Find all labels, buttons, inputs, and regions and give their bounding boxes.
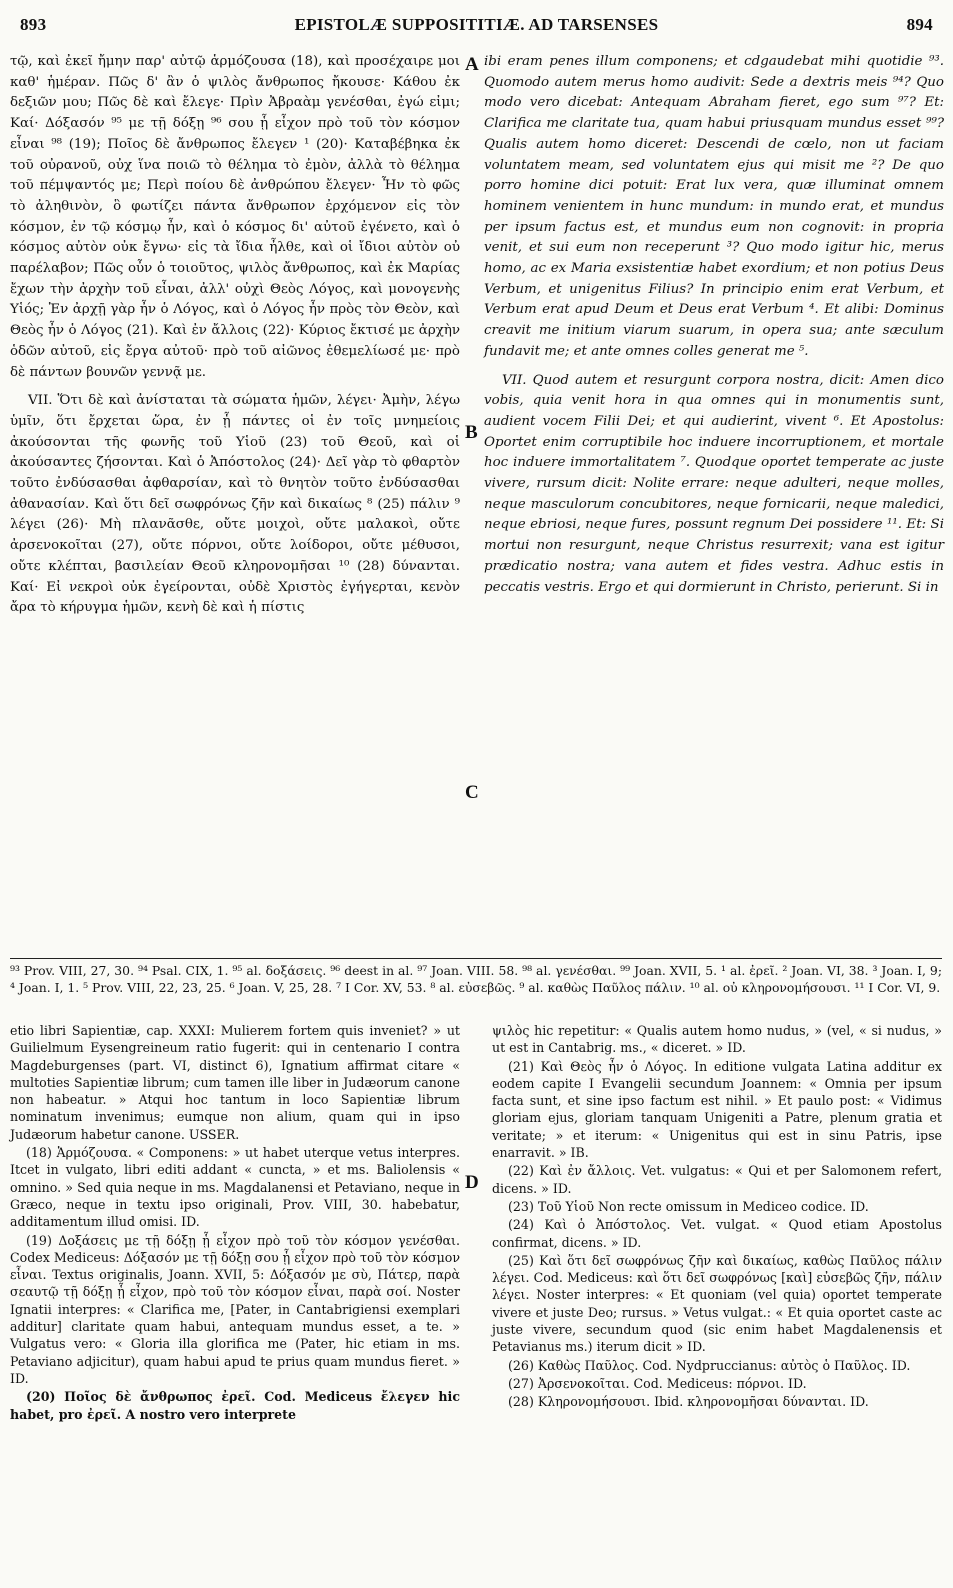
note-right-1: ψιλὸς hic repetitur: « Qualis autem homo nudus, » (vel, « si nudus, » ut est in Cantabrig. ms., « diceret. » ID. <box>492 1023 942 1056</box>
scripture-footnotes: ⁹³ Prov. VIII, 27, 30. ⁹⁴ Psal. CIX, 1. ⁹⁵ al. δοξάσεις. ⁹⁶ deest in al. ⁹⁷ Joan. VIII. 58. ⁹⁸ al. γενέσθαι. ⁹⁹ Joan. XVII, 5. ¹ al. ἐρεῖ. ² Joan. VI, 38. ³ Joan. I, 9; ⁴ Joan. I, 1. ⁵ Prov. VIII, 22, 23, 25. ⁶ Joan. V, 25, 28. ⁷ I Cor. XV, 53. ⁸ al. εὐσεβῶς. ⁹ al. καθὼς Παῦλος πάλιν. ¹⁰ al. οὐ κληρονομήσουσι. ¹¹ I Cor. VI, 9. <box>10 963 942 995</box>
running-header <box>20 12 933 38</box>
notes-right-column <box>492 1022 942 1412</box>
page-number-right: 894 <box>906 15 933 34</box>
margin-letter-d: D <box>465 1172 479 1193</box>
note-right-4: (23) Τοῦ Υἱοῦ Non recte omissum in Mediceo codice. ID. <box>508 1198 869 1214</box>
note-right-9: (28) Κληρονομήσουσι. Ibid. κληρονομῆσαι δύνανται. ID. <box>508 1394 869 1410</box>
greek-paragraph-1: τῷ, καὶ ἐκεῖ ἤμην παρ' αὐτῷ ἁρμόζουσα (18), καὶ προσέχαιρε μοι καθ' ἡμέραν. Πῶς δ' ἂν ὁ ψιλὸς ἄνθρωπος ἤκουσε· Κάθου ἐκ δεξιῶν μου; Πῶς δὲ καὶ ἔλεγε· Πρὶν Ἀβραὰμ γενέσθαι, ἐγώ εἰμι; Καί· Δόξασόν ⁹⁵ με τῇ δόξῃ ⁹⁶ σου ᾗ εἶχον πρὸ τοῦ τὸν κόσμον εἶναι ⁹⁸ (19); Ποῖος δὲ ἄνθρωπος ἔλεγεν ¹ (20)· Καταβέβηκα ἐκ τοῦ οὐρανοῦ, οὐχ ἵνα ποιῶ τὸ θέλημα τὸ ἐμὸν, ἀλλὰ τὸ θέλημα τοῦ πέμψαντός με; Περὶ ποίου δὲ ἀνθρώπου ἔλεγεν· Ἦν τὸ φῶς τὸ ἀληθινὸν, ὃ φωτίζει πάντα ἄνθρωπον ἐρχόμενον εἰς τὸν κόσμον, ἐν τῷ κόσμῳ ἦν, καὶ ὁ κόσμος δι' αὐτοῦ ἐγένετο, καὶ ὁ κόσμος αὐτὸν οὐκ ἔγνω· εἰς τὰ ἴδια ἦλθε, καὶ οἱ ἴδιοι αὐτὸν οὐ παρέλαβον; Πῶς οὖν ὁ τοιοῦτος, ψιλὸς ἄνθρωπος, καὶ ἐκ Μαρίας ἔχων τὴν ἀρχὴν τοῦ εἶναι, ἀλλ' οὐχὶ Θεὸς Λόγος, καὶ μονογενὴς Υἱός; Ἐν ἀρχῇ γὰρ ἦν ὁ Λόγος, καὶ ὁ Λόγος ἦν πρὸς τὸν Θεὸν, καὶ Θεὸς ἦν ὁ Λόγος (21). Καὶ ἐν ἄλλοις (22)· Κύριος ἔκτισέ με ἀρχὴν ὁδῶν αὐτοῦ, εἰς ἔργα αὐτοῦ· πρὸ τοῦ αἰῶνος ἐθεμελίωσέ με· πρὸ δὲ πάντων βουνῶν γεννᾷ με. <box>10 54 460 380</box>
margin-letter-c: C <box>465 782 479 803</box>
latin-paragraph-1: ibi eram penes illum componens; et cdgaudebat mihi quotidie ⁹³. Quomodo autem merus homo audivit: Sede a dextris meis ⁹⁴? Quo modo vero dicebat: Antequam Abraham fieret, ego sum ⁹⁷? Et: Clarifica me claritate tua, quam habui priusquam mundus esset ⁹⁹? Qualis autem homo diceret: Descendi de cœlo, non ut faciam voluntatem meam, sed voluntatem ejus qui misit me ²? De quo porro homine dici potuit: Erat lux vera, quæ illuminat omnem hominem venientem in hunc mundum: in mundo erat, et mundus per ipsum factus est, et mundus eum non cognovit: in propria venit, et sui eum non receperunt ³? Quo modo igitur hic, merus homo, ac ex Maria exsistentiæ habet exordium; et non potius Deus Verbum, et unigenitus Filius? In principio enim erat Verbum, et Verbum erat apud Deum et Deus erat Verbum ⁴. Et alibi: Dominus creavit me initium viarum suarum, in opera sua; ante sæculum fundavit me; et ante omnes colles generat me ⁵. <box>484 54 944 359</box>
running-title: EPISTOLÆ SUPPOSITITIÆ. AD TARSENSES <box>294 15 659 34</box>
note-right-5: (24) Καὶ ὁ Ἀπόστολος. Vet. vulgat. « Quod etiam Apostolus confirmat, dicens. » ID. <box>492 1217 942 1250</box>
note-right-6: (25) Καὶ ὅτι δεῖ σωφρόνως ζῆν καὶ δικαίως, καθὼς Παῦλος πάλιν λέγει. Cod. Mediceus: καὶ ὅτι δεῖ σωφρόνως [καὶ] εὐσεβῶς ζῆν, πάλιν λέγει. Noster interpres: « Et quoniam (vel quia) oportet temperate vivere et juste Deo; rursus. » Vetus vulgat.: « Et quia oportet caste ac juste vivere, secundum quod (sic enim habet Magdalenensis et Petavianus ms.) iterum dicit » ID. <box>492 1252 942 1355</box>
note-left-3: (19) Δοξάσεις με τῇ δόξῃ ᾗ εἶχον πρὸ τοῦ τὸν κόσμον γενέσθαι. Codex Mediceus: Δόξασόν με τῇ δόξῃ σου ᾗ εἶχον πρὸ τοῦ τὸν κόσμον εἶναι. Textus originalis, Joann. XVII, 5: Δόξασόν με σὺ, Πάτερ, παρὰ σεαυτῷ τῇ δόξῃ ᾗ εἶχον, πρὸ τοῦ τὸν κόσμον εἶναι, παρὰ σοί. Noster Ignatii interpres: « Clarifica me, [Pater, in Cantabrigiensi exemplari additur] claritate quam habui, antequam mundus esset, a te. » Vulgatus vero: « Gloria illa glorifica me (Pater, hic etiam in ms. Petaviano adjicitur), quam habui apud te prius quam mundus fieret. » ID. <box>10 1232 460 1386</box>
note-left-2: (18) Ἁρμόζουσα. « Componens: » ut habet uterque vetus interpres. Itcet in vulgato, libri editi addant « cuncta, » et ms. Baliolensis « omnino. » Sed quia neque in ms. Magdalanensi et Petaviano, neque in Græco, neque in textu ipso originali, Prov. VIII, 30. habebatur, additamentum illud omisi. ID. <box>10 1145 460 1230</box>
note-left-4: (20) Ποῖος δὲ ἄνθρωπος ἐρεῖ. Cod. Mediceus ἔλεγεν hic habet, pro ἐρεῖ. A nostro vero interprete <box>10 1389 460 1422</box>
note-right-8: (27) Ἀρσενοκοῖται. Cod. Mediceus: πόρνοι. ID. <box>508 1375 807 1391</box>
notes-left-column <box>10 1022 460 1424</box>
latin-paragraph-2: VII. Quod autem et resurgunt corpora nostra, dicit: Amen dico vobis, quia venit hora in qua omnes qui in monumentis sunt, audient vocem Filii Dei; et qui audierint, vivent ⁶. Et Apostolus: Oportet enim corruptibile hoc induere incorruptionem, et mortale hoc induere immortalitatem ⁷. Quodque oportet temperate ac juste vivere, rursum dicit: Nolite errare: neque adulteri, neque molles, neque masculorum concubitores, neque fornicarii, neque maledici, neque ebriosi, neque fures, possunt regnum Dei possidere ¹¹. Et: Si mortui non resurgunt, neque Christus resurrexit; vana est igitur prædicatio nostra; vana autem et fides vestra. Adhuc estis in peccatis vestris. Ergo et qui dormierunt in Christo, perierunt. Si in <box>484 372 944 595</box>
note-right-2: (21) Καὶ Θεὸς ἦν ὁ Λόγος. In editione vulgata Latina additur ex eodem capite I Evangelii secundum Joannem: « Omnia per ipsum facta sunt, et sine ipso factum est nihil. » Et paulo post: « Vidimus gloriam ejus, gloriam tanquam Unigeniti a Patre, plenum gratia et veritate; » et iterum: « Unigenitus qui est in sinu Patris, ipse enarravit. » IB. <box>492 1058 942 1161</box>
footnote-rule <box>10 958 942 959</box>
note-right-7: (26) Καθὼς Παῦλος. Cod. Nydpruccianus: αὐτὸς ὁ Παῦλος. ID. <box>508 1357 911 1373</box>
latin-text-column <box>484 52 944 598</box>
greek-paragraph-2: VII. Ὅτι δὲ καὶ ἀνίσταται τὰ σώματα ἡμῶν, λέγει· Ἀμὴν, λέγω ὑμῖν, ὅτι ἔρχεται ὥρα, ἐν ᾗ πάντες οἱ ἐν τοῖς μνημείοις ἀκούσονται τῆς φωνῆς τοῦ Υἱοῦ (23) τοῦ Θεοῦ, καὶ οἱ ἀκούσαντες ζήσονται. Καὶ ὁ Ἀπόστολος (24)· Δεῖ γὰρ τὸ φθαρτὸν τοῦτο ἐνδύσασθαι ἀφθαρσίαν, καὶ τὸ θνητὸν τοῦτο ἐνδύσασθαι ἀθανασίαν. Καὶ ὅτι δεῖ σωφρόνως ζῆν καὶ δικαίως ⁸ (25) πάλιν ⁹ λέγει (26)· Μὴ πλανᾶσθε, οὔτε μοιχοὶ, οὔτε μαλακοὶ, οὔτε ἀρσενοκοῖται (27), οὔτε πόρνοι, οὔτε λοίδοροι, οὔτε μέθυσοι, οὔτε κλέπται, βασιλείαν Θεοῦ κληρονομῆσαι ¹⁰ (28) δύνανται. Καί· Εἰ νεκροὶ οὐκ ἐγείρονται, οὐδὲ Χριστὸς ἐγήγερται, κενὸν ἄρα τὸ κήρυγμα ἡμῶν, κενὴ δὲ καὶ ἡ πίστις <box>10 393 460 616</box>
note-right-3: (22) Καὶ ἐν ἄλλοις. Vet. vulgatus: « Qui et per Salomonem refert, dicens. » ID. <box>492 1163 942 1196</box>
note-left-1: etio libri Sapientiæ, cap. XXXI: Mulierem fortem quis inveniet? » ut Guilielmum Eysengreineum ratio fugerit: qui in centenario I contra Magdeburgenses (part. VI, distinct 6), Ignatium affirmat citare « multoties Sapientiæ librum; cum tamen ille liber in Judæorum canone non habeatur. » Atqui hoc tantum in loco Sapientiæ librum nominatum invenimus; eumque non alium, quam qui in ipso Judæorum habetur canone. USSER. <box>10 1023 460 1142</box>
margin-letter-b: B <box>465 422 478 443</box>
margin-letter-a: A <box>465 54 479 75</box>
page-number-left: 893 <box>20 15 47 34</box>
greek-text-column <box>10 52 460 619</box>
